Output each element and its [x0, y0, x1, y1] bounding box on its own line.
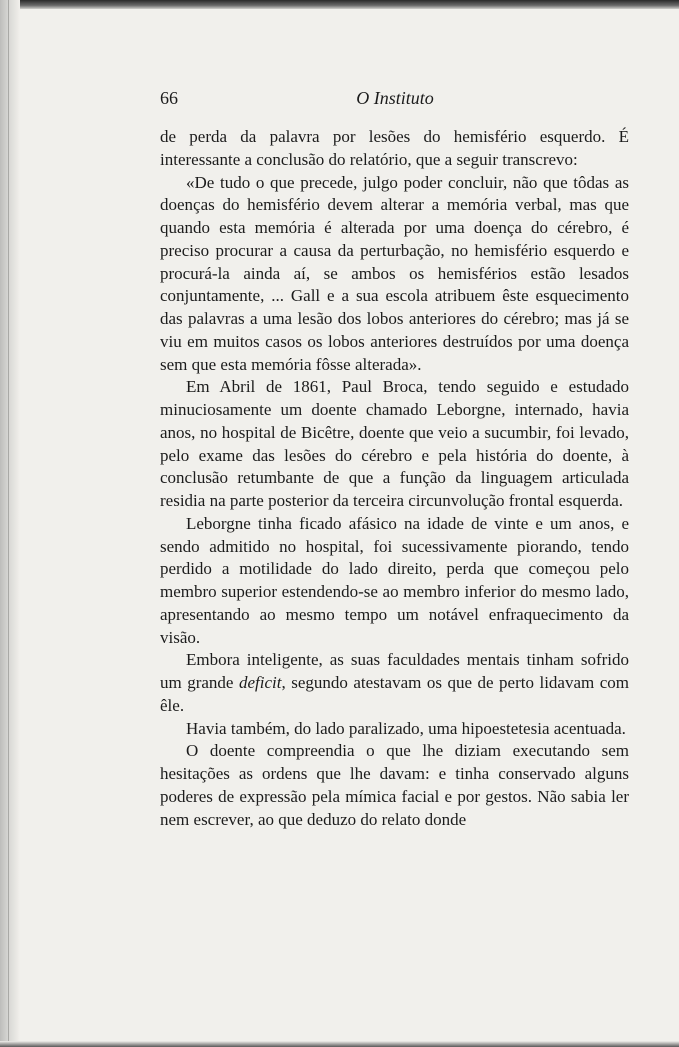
paragraph — [160, 376, 629, 513]
paragraph — [160, 649, 629, 717]
text-run: «De tudo o que precede, julgo poder concluir, não que tôdas as doenças do hemisfério devem alterar a memória verbal, mas que quando esta memória é alterada por uma doença do cérebro, é preciso procurar a causa da perturbação, no hemisfério esquerdo e procurá-la ainda aí, se ambos os hemisférios estão lesados conjuntamente, ... Gall e a sua escola atribuem êste esquecimento das palavras a uma lesão dos lobos anteriores do cérebro; mas já se viu em muitos casos os lobos anteriores destruídos por uma doença sem que esta memória fôsse alterada». — [160, 172, 629, 374]
book-gutter — [0, 0, 20, 1047]
text-run: O doente compreendia o que lhe diziam executando sem hesitações as ordens que lhe davam: e tinha conservado alguns poderes de expressão pela mímica facial e por gestos. Não sabia ler nem escrever, ao que deduzo do relato donde — [160, 741, 629, 829]
text-run: , segundo atestavam os que de perto lidavam com êle. — [160, 673, 629, 715]
page-top-edge — [0, 0, 679, 9]
text-run: de perda da palavra por lesões do hemisfério esquerdo. É interessante a conclusão do relatório, que a seguir transcrevo: — [160, 127, 629, 169]
running-title: O Instituto — [356, 88, 434, 108]
italic-term: deficit — [238, 673, 282, 692]
paragraph — [160, 718, 629, 741]
text-run: Embora inteligente, as suas faculdades mentais tinham sofrido um grande — [160, 650, 629, 692]
page-bottom-edge — [0, 1041, 679, 1047]
paragraph — [160, 513, 629, 650]
text-run: Havia também, do lado paralizado, uma hipoestetesia acentuada. — [186, 718, 626, 738]
paragraph — [160, 126, 629, 172]
body-text — [160, 126, 629, 831]
page-number: 66 — [160, 88, 178, 108]
paragraph — [160, 740, 629, 831]
paragraph — [160, 172, 629, 377]
text-run: Em Abril de 1861, Paul Broca, tendo seguido e estudado minuciosamente um doente chamado Leborgne, internado, havia anos, no hospital de Bicêtre, doente que veio a sucumbir, foi levado, pelo exame das lesões do cérebro e pela história do doente, à conclusão retumbante de que a função da linguagem articulada residia na parte posterior da terceira circunvolução frontal esquerda. — [160, 377, 629, 510]
page-header — [160, 88, 630, 114]
text-run: Leborgne tinha ficado afásico na idade de vinte e um anos, e sendo admitido no hospital, foi sucessivamente piorando, tendo perdido a motilidade do lado direito, perda que começou pelo membro superior estendendo-se ao membro inferior do mesmo lado, apresentando ao mesmo tempo um notável enfraquecimento da visão. — [160, 513, 629, 647]
